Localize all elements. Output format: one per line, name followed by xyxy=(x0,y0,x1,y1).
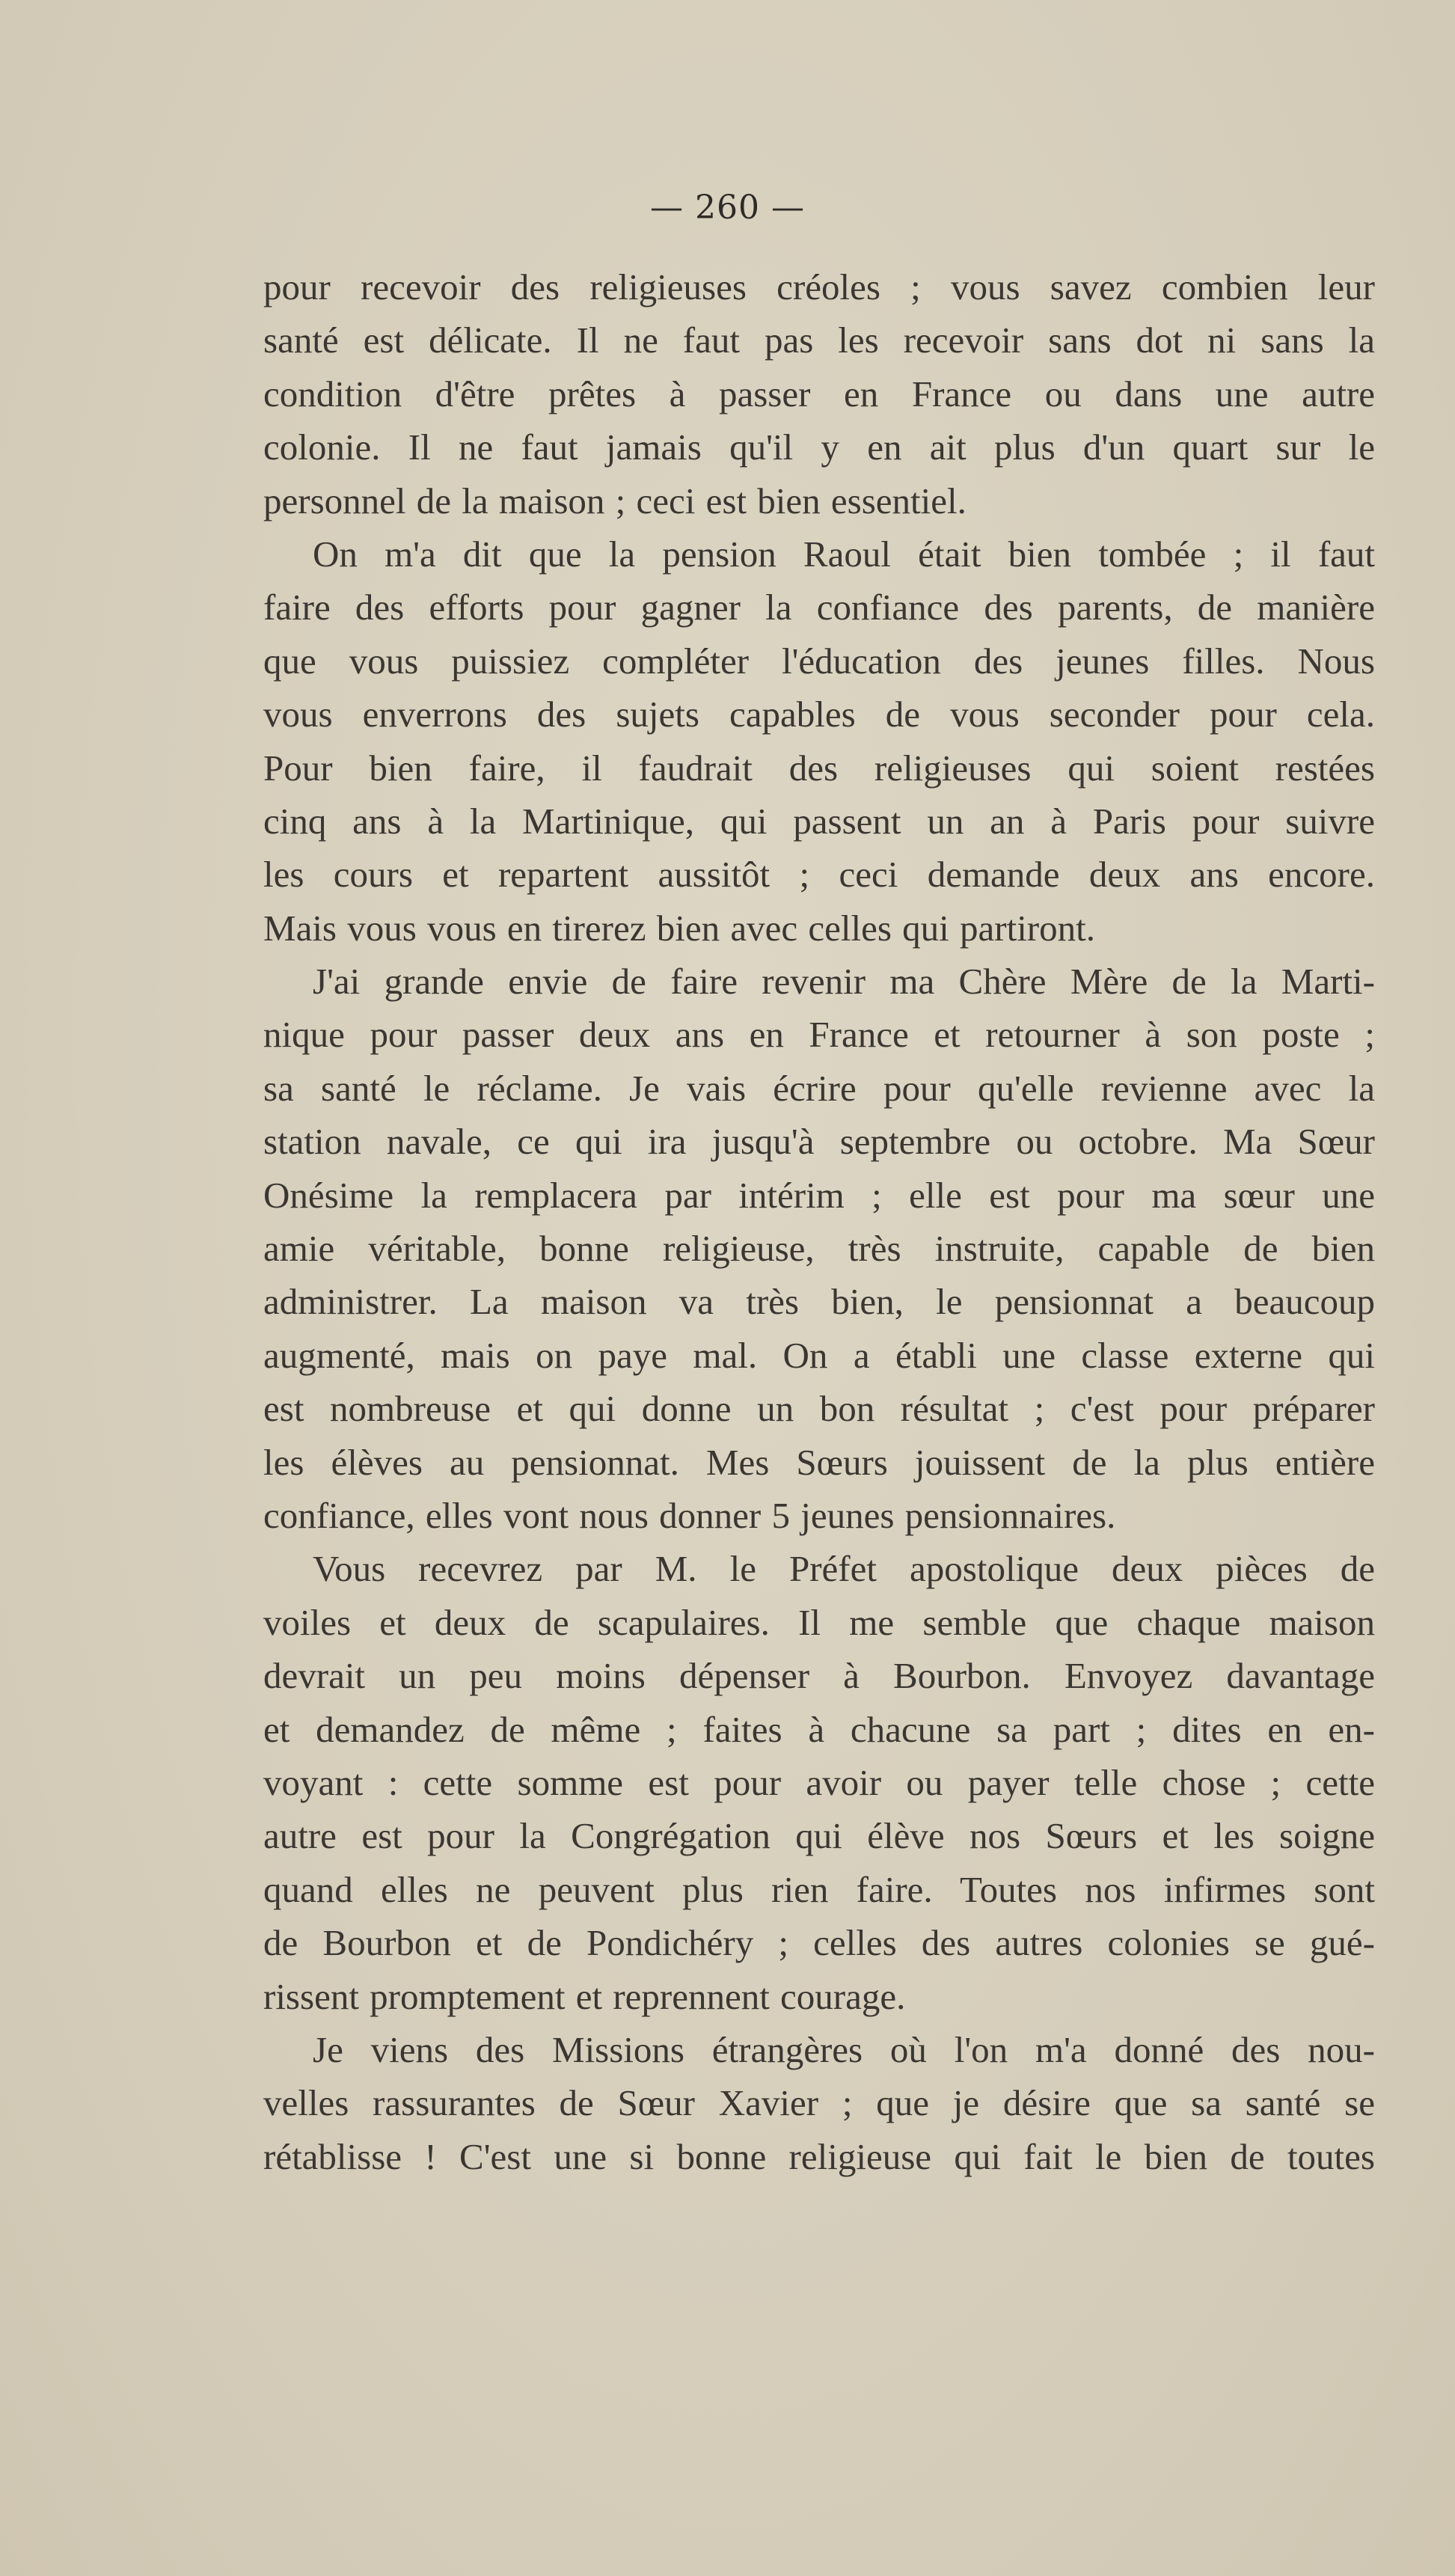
text-line: faire des efforts pour gagner la confiance des parents, de manière xyxy=(263,587,1375,628)
text-line: Mais vous vous en tirerez bien avec celles qui partiront. xyxy=(263,907,1095,949)
body-text xyxy=(263,260,1375,2183)
text-line: vous enverrons des sujets capables de vous seconder pour cela. xyxy=(263,694,1375,735)
text-line: devrait un peu moins dépenser à Bourbon. Envoyez davantage xyxy=(263,1655,1375,1697)
text-line: de Bourbon et de Pondichéry ; celles des autres colonies se gué- xyxy=(263,1922,1375,1964)
text-line: quand elles ne peuvent plus rien faire. Toutes nos infirmes sont xyxy=(263,1868,1375,1910)
text-line: les élèves au pensionnat. Mes Sœurs jouissent de la plus entière xyxy=(263,1441,1375,1483)
text-line: pour recevoir des religieuses créoles ; vous savez combien leur xyxy=(263,266,1375,308)
text-line: et demandez de même ; faites à chacune sa part ; dites en en- xyxy=(263,1708,1375,1750)
text-line: voiles et deux de scapulaires. Il me semble que chaque maison xyxy=(263,1601,1375,1643)
text-line: J'ai grande envie de faire revenir ma Chère Mère de la Marti- xyxy=(313,961,1375,1003)
text-line: cinq ans à la Martinique, qui passent un an à Paris pour suivre xyxy=(263,800,1375,842)
text-line: amie véritable, bonne religieuse, très instruite, capable de bien xyxy=(263,1228,1375,1270)
text-line: santé est délicate. Il ne faut pas les recevoir sans dot ni sans la xyxy=(263,319,1375,361)
text-line: station navale, ce qui ira jusqu'à septembre ou octobre. Ma Sœur xyxy=(263,1121,1375,1163)
text-line: augmenté, mais on paye mal. On a établi une classe externe qui xyxy=(263,1334,1375,1376)
text-line: Onésime la remplacera par intérim ; elle est pour ma sœur une xyxy=(263,1174,1375,1216)
page-number: — 260 — xyxy=(650,189,805,227)
text-line: On m'a dit que la pension Raoul était bien tombée ; il faut xyxy=(313,533,1375,575)
text-line: voyant : cette somme est pour avoir ou payer telle chose ; cette xyxy=(263,1761,1375,1803)
text-line: administrer. La maison va très bien, le pensionnat a beaucoup xyxy=(263,1281,1375,1323)
text-line: est nombreuse et qui donne un bon résultat ; c'est pour préparer xyxy=(263,1388,1375,1430)
text-line: autre est pour la Congrégation qui élève nos Sœurs et les soigne xyxy=(263,1815,1375,1857)
text-line: nique pour passer deux ans en France et retourner à son poste ; xyxy=(263,1014,1375,1056)
text-line: colonie. Il ne faut jamais qu'il y en ait plus d'un quart sur le xyxy=(263,426,1375,468)
text-line: que vous puissiez compléter l'éducation des jeunes filles. Nous xyxy=(263,640,1375,682)
text-line: Vous recevrez par M. le Préfet apostolique deux pièces de xyxy=(313,1548,1375,1590)
text-line: velles rassurantes de Sœur Xavier ; que je désire que sa santé se xyxy=(263,2082,1375,2124)
text-line: Je viens des Missions étrangères où l'on m'a donné des nou- xyxy=(313,2028,1375,2070)
text-line: les cours et repartent aussitôt ; ceci demande deux ans encore. xyxy=(263,854,1375,896)
text-line: rétablisse ! C'est une si bonne religieuse qui fait le bien de toutes xyxy=(263,2135,1375,2177)
text-line: Pour bien faire, il faudrait des religieuses qui soient restées xyxy=(263,747,1375,789)
text-line: sa santé le réclame. Je vais écrire pour qu'elle revienne avec la xyxy=(263,1067,1375,1109)
text-line: personnel de la maison ; ceci est bien essentiel. xyxy=(263,480,967,521)
text-line: rissent promptement et reprennent courage. xyxy=(263,1975,906,2017)
text-line: condition d'être prêtes à passer en France ou dans une autre xyxy=(263,373,1375,414)
text-line: confiance, elles vont nous donner 5 jeunes pensionnaires. xyxy=(263,1494,1116,1536)
